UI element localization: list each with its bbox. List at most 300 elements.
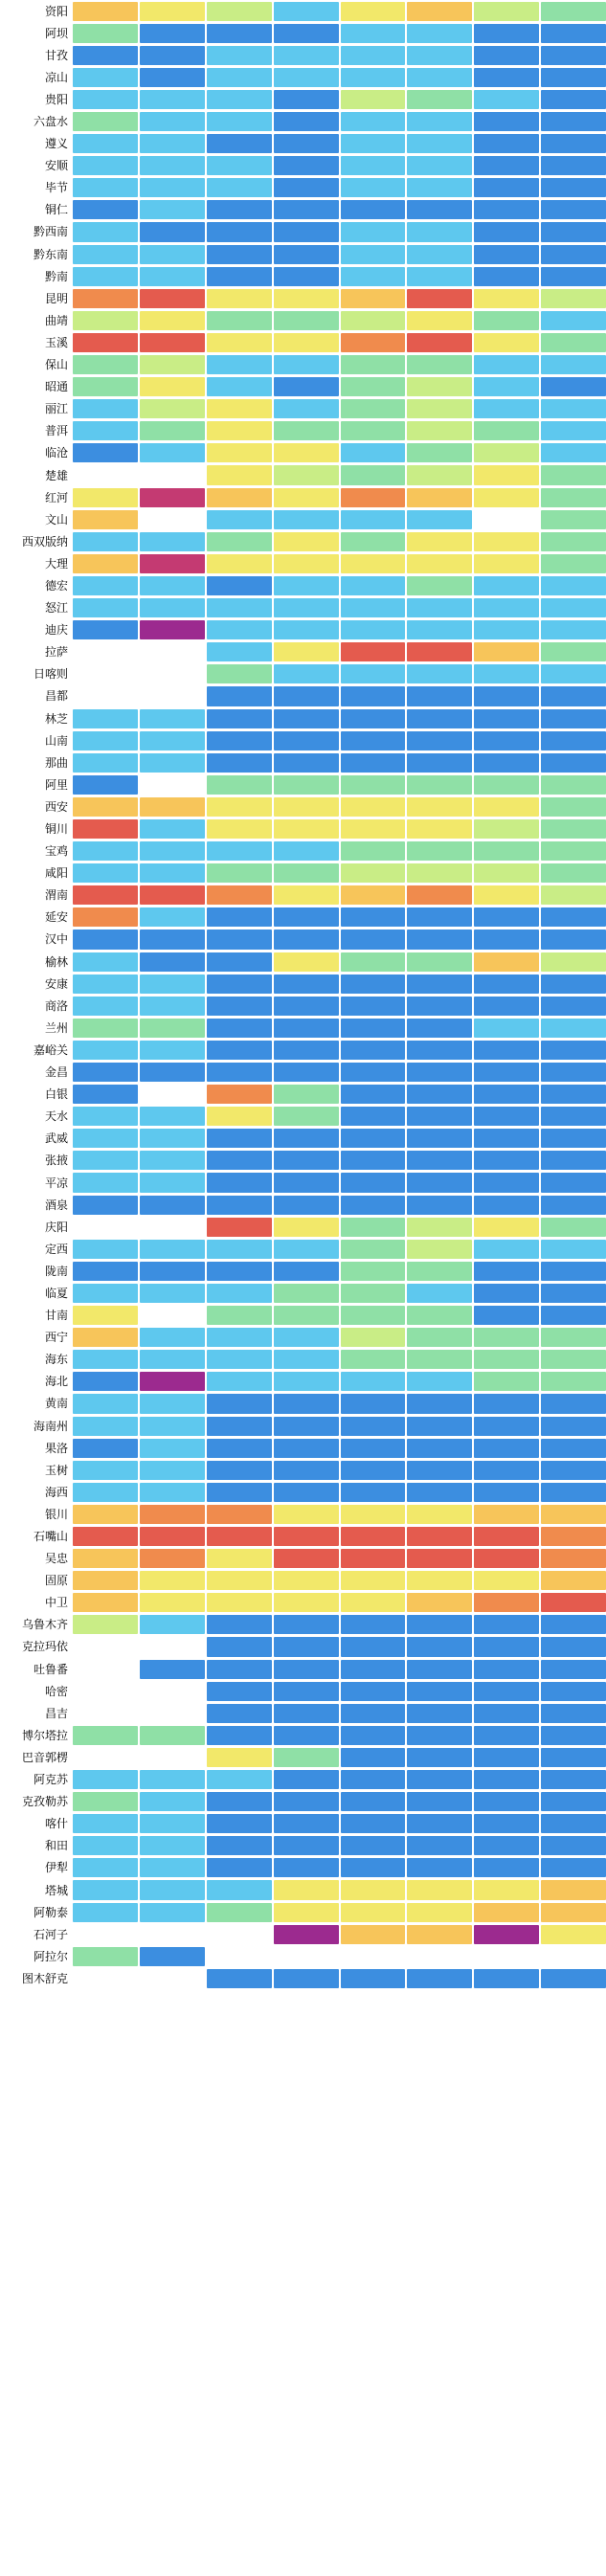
heatmap-row-cells: [73, 1084, 606, 1106]
heatmap-cell: [341, 1129, 406, 1148]
heatmap-cell: [274, 24, 339, 43]
heatmap-cell: [274, 1284, 339, 1303]
heatmap-cell: [341, 1858, 406, 1877]
heatmap-cell: [474, 841, 539, 861]
heatmap-cell: [274, 731, 339, 750]
row-label: 铜川: [0, 818, 73, 840]
heatmap-cell: [274, 775, 339, 795]
heatmap-row: [0, 44, 606, 66]
heatmap-cell: [140, 1792, 205, 1811]
row-label: 临沧: [0, 442, 73, 464]
heatmap-cell: [73, 1969, 138, 1988]
heatmap-cell: [207, 731, 272, 750]
heatmap-cell: [207, 1328, 272, 1347]
row-label: 迪庆: [0, 619, 73, 641]
heatmap-cell: [140, 1085, 205, 1104]
heatmap-row-cells: [73, 1216, 606, 1238]
heatmap-cell: [207, 1836, 272, 1855]
heatmap-row-cells: [73, 1769, 606, 1791]
heatmap-cell: [341, 709, 406, 728]
heatmap-row-cells: [73, 1923, 606, 1945]
heatmap-row-cells: [73, 707, 606, 729]
heatmap-cell: [474, 1814, 539, 1833]
heatmap-cell: [407, 1925, 472, 1944]
heatmap-cell: [541, 1947, 606, 1966]
heatmap-cell: [207, 1461, 272, 1480]
heatmap-cell: [207, 753, 272, 773]
heatmap-cell: [274, 1615, 339, 1634]
heatmap-cell: [140, 134, 205, 153]
heatmap-cell: [541, 222, 606, 241]
heatmap-cell: [541, 974, 606, 994]
heatmap-cell: [207, 1637, 272, 1656]
row-label: 红河: [0, 486, 73, 508]
heatmap-cell: [274, 289, 339, 308]
heatmap-row-cells: [73, 1150, 606, 1172]
heatmap-cell: [407, 554, 472, 573]
heatmap-cell: [341, 1593, 406, 1612]
heatmap-row: [0, 1857, 606, 1879]
row-label: 博尔塔拉: [0, 1724, 73, 1746]
heatmap-cell: [474, 1925, 539, 1944]
heatmap-cell: [541, 1660, 606, 1679]
heatmap-cell: [341, 1218, 406, 1237]
heatmap-cell: [407, 1417, 472, 1436]
heatmap-cell: [207, 399, 272, 418]
row-label: 德宏: [0, 574, 73, 596]
heatmap-row-cells: [73, 1327, 606, 1349]
heatmap-cell: [407, 488, 472, 507]
heatmap-cell: [274, 1925, 339, 1944]
heatmap-cell: [474, 642, 539, 661]
heatmap-cell: [407, 1483, 472, 1502]
heatmap-cell: [541, 289, 606, 308]
heatmap-cell: [341, 2, 406, 21]
heatmap-cell: [341, 598, 406, 617]
heatmap-cell: [73, 156, 138, 175]
row-label: 张掖: [0, 1150, 73, 1172]
heatmap-cell: [73, 1660, 138, 1679]
heatmap-cell: [341, 1947, 406, 1966]
heatmap-cell: [474, 797, 539, 817]
heatmap-cell: [140, 1836, 205, 1855]
heatmap-cell: [274, 1836, 339, 1855]
heatmap-cell: [73, 222, 138, 241]
heatmap-cell: [541, 1417, 606, 1436]
heatmap-cell: [207, 885, 272, 905]
heatmap-cell: [407, 1505, 472, 1524]
heatmap-cell: [207, 1439, 272, 1458]
heatmap-cell: [407, 709, 472, 728]
heatmap-cell: [207, 1151, 272, 1170]
heatmap-cell: [274, 399, 339, 418]
row-label: 武威: [0, 1128, 73, 1150]
heatmap-cell: [541, 797, 606, 817]
heatmap-cell: [274, 1660, 339, 1679]
heatmap-cell: [474, 1019, 539, 1038]
heatmap-cell: [341, 1660, 406, 1679]
heatmap-row-cells: [73, 1813, 606, 1835]
heatmap-cell: [207, 333, 272, 352]
heatmap-cell: [274, 1173, 339, 1192]
heatmap-cell: [73, 1770, 138, 1789]
heatmap-row: [0, 221, 606, 243]
heatmap-row-cells: [73, 552, 606, 574]
heatmap-cell: [73, 1836, 138, 1855]
heatmap-cell: [274, 1151, 339, 1170]
heatmap-cell: [407, 134, 472, 153]
heatmap-cell: [541, 1063, 606, 1082]
heatmap-cell: [140, 90, 205, 109]
heatmap-row: [0, 795, 606, 818]
heatmap-cell: [207, 156, 272, 175]
heatmap-cell: [140, 1593, 205, 1612]
heatmap-cell: [207, 1704, 272, 1723]
heatmap-cell: [407, 863, 472, 883]
heatmap-cell: [274, 532, 339, 551]
heatmap-cell: [341, 156, 406, 175]
heatmap-cell: [541, 1107, 606, 1126]
heatmap-cell: [73, 885, 138, 905]
heatmap-cell: [140, 510, 205, 529]
heatmap-cell: [207, 1903, 272, 1922]
heatmap-cell: [207, 1814, 272, 1833]
heatmap-cell: [140, 488, 205, 507]
heatmap-row-cells: [73, 1106, 606, 1128]
heatmap-cell: [407, 1262, 472, 1281]
heatmap-cell: [474, 1903, 539, 1922]
heatmap-cell: [541, 1151, 606, 1170]
heatmap-row-cells: [73, 685, 606, 707]
heatmap-cell: [73, 1151, 138, 1170]
heatmap-row: [0, 685, 606, 707]
heatmap-cell: [541, 1483, 606, 1502]
heatmap-row: [0, 1238, 606, 1260]
heatmap-row-cells: [73, 1503, 606, 1525]
heatmap-cell: [73, 554, 138, 573]
heatmap-cell: [73, 1637, 138, 1656]
heatmap-row-cells: [73, 1371, 606, 1393]
row-label: 海南州: [0, 1415, 73, 1437]
heatmap-cell: [341, 1151, 406, 1170]
heatmap-cell: [407, 1461, 472, 1480]
heatmap-cell: [207, 1660, 272, 1679]
heatmap-cell: [140, 1682, 205, 1701]
heatmap-cell: [407, 1240, 472, 1259]
heatmap-cell: [73, 333, 138, 352]
heatmap-row-cells: [73, 88, 606, 110]
heatmap-cell: [73, 1792, 138, 1811]
heatmap-row-cells: [73, 331, 606, 353]
heatmap-row: [0, 1327, 606, 1349]
heatmap-cell: [207, 377, 272, 396]
heatmap-row-cells: [73, 951, 606, 973]
heatmap-cell: [407, 1063, 472, 1082]
heatmap-cell: [474, 1704, 539, 1723]
heatmap-cell: [274, 1041, 339, 1060]
row-label: 陇南: [0, 1260, 73, 1282]
heatmap-cell: [541, 863, 606, 883]
heatmap-cell: [407, 267, 472, 286]
heatmap-cell: [407, 1394, 472, 1413]
heatmap-cell: [140, 333, 205, 352]
heatmap-cell: [341, 1682, 406, 1701]
heatmap-cell: [207, 686, 272, 706]
heatmap-cell: [341, 1726, 406, 1745]
heatmap-cell: [140, 311, 205, 330]
heatmap-row-cells: [73, 110, 606, 132]
heatmap-row: [0, 773, 606, 795]
heatmap-cell: [73, 1372, 138, 1391]
heatmap-row: [0, 862, 606, 885]
heatmap-cell: [541, 1571, 606, 1590]
heatmap-row: [0, 1769, 606, 1791]
heatmap-cell: [407, 222, 472, 241]
heatmap-cell: [73, 24, 138, 43]
heatmap-cell: [341, 554, 406, 573]
heatmap-cell: [407, 907, 472, 927]
row-label: 咸阳: [0, 862, 73, 885]
heatmap-cell: [474, 178, 539, 197]
row-label: 昆明: [0, 287, 73, 309]
heatmap-row-cells: [73, 1349, 606, 1371]
heatmap-cell: [140, 399, 205, 418]
row-label: 玉树: [0, 1459, 73, 1481]
heatmap-row: [0, 1636, 606, 1658]
heatmap-cell: [474, 443, 539, 462]
heatmap-cell: [341, 1527, 406, 1546]
heatmap-cell: [407, 775, 472, 795]
row-label: 榆林: [0, 951, 73, 973]
heatmap-row: [0, 1349, 606, 1371]
row-label: 怒江: [0, 597, 73, 619]
heatmap-cell: [140, 885, 205, 905]
heatmap-cell: [207, 1726, 272, 1745]
heatmap-cell: [541, 1770, 606, 1789]
heatmap-row: [0, 133, 606, 155]
heatmap-cell: [140, 819, 205, 839]
heatmap-cell: [140, 465, 205, 484]
heatmap-cell: [541, 1372, 606, 1391]
heatmap-row: [0, 309, 606, 331]
heatmap-row-cells: [73, 1592, 606, 1614]
row-label: 喀什: [0, 1813, 73, 1835]
heatmap-row: [0, 973, 606, 995]
heatmap-cell: [341, 664, 406, 683]
heatmap-row-cells: [73, 1614, 606, 1636]
heatmap-cell: [140, 68, 205, 87]
heatmap-cell: [541, 1858, 606, 1877]
heatmap-cell: [541, 1792, 606, 1811]
heatmap-row: [0, 1680, 606, 1702]
heatmap-cell: [341, 443, 406, 462]
row-label: 宝鸡: [0, 840, 73, 862]
heatmap-cell: [474, 421, 539, 440]
heatmap-cell: [341, 841, 406, 861]
heatmap-cell: [541, 753, 606, 773]
heatmap-row-cells: [73, 1481, 606, 1503]
heatmap-cell: [407, 1328, 472, 1347]
heatmap-cell: [474, 664, 539, 683]
heatmap-cell: [541, 1041, 606, 1060]
heatmap-cell: [274, 686, 339, 706]
row-label: 兰州: [0, 1017, 73, 1039]
heatmap-cell: [274, 1394, 339, 1413]
heatmap-cell: [73, 974, 138, 994]
heatmap-cell: [73, 797, 138, 817]
heatmap-row-cells: [73, 929, 606, 951]
heatmap-cell: [474, 289, 539, 308]
heatmap-cell: [73, 1041, 138, 1060]
heatmap-cell: [407, 2, 472, 21]
heatmap-cell: [274, 1019, 339, 1038]
heatmap-cell: [207, 1063, 272, 1082]
heatmap-cell: [207, 997, 272, 1016]
heatmap-cell: [541, 664, 606, 683]
heatmap-cell: [274, 620, 339, 639]
heatmap-cell: [541, 1173, 606, 1192]
row-label: 普洱: [0, 420, 73, 442]
heatmap-cell: [207, 1041, 272, 1060]
heatmap-row: [0, 1039, 606, 1061]
heatmap-cell: [274, 90, 339, 109]
heatmap-cell: [341, 222, 406, 241]
heatmap-cell: [73, 863, 138, 883]
heatmap-cell: [140, 775, 205, 795]
heatmap-cell: [207, 1196, 272, 1215]
heatmap-cell: [140, 112, 205, 131]
row-label: 山南: [0, 729, 73, 751]
heatmap-cell: [274, 1328, 339, 1347]
heatmap-cell: [207, 1306, 272, 1325]
heatmap-cell: [407, 421, 472, 440]
heatmap-cell: [207, 709, 272, 728]
heatmap-row-cells: [73, 1570, 606, 1592]
row-label: 楚雄: [0, 464, 73, 486]
heatmap-cell: [541, 554, 606, 573]
row-label: 安顺: [0, 155, 73, 177]
heatmap-row: [0, 265, 606, 287]
heatmap-cell: [274, 1903, 339, 1922]
heatmap-cell: [341, 200, 406, 219]
row-label: 玉溪: [0, 331, 73, 353]
row-label: 克拉玛依: [0, 1636, 73, 1658]
heatmap-cell: [207, 178, 272, 197]
heatmap-cell: [274, 1858, 339, 1877]
heatmap-row-cells: [73, 795, 606, 818]
heatmap-cell: [207, 488, 272, 507]
heatmap-cell: [140, 907, 205, 927]
heatmap-cell: [341, 1483, 406, 1502]
heatmap-cell: [541, 1218, 606, 1237]
heatmap-cell: [207, 112, 272, 131]
row-label: 汉中: [0, 929, 73, 951]
heatmap-cell: [341, 355, 406, 374]
heatmap-cell: [73, 1726, 138, 1745]
heatmap-cell: [207, 2, 272, 21]
heatmap-cell: [341, 488, 406, 507]
heatmap-cell: [73, 68, 138, 87]
heatmap-cell: [274, 1571, 339, 1590]
heatmap-cell: [474, 997, 539, 1016]
heatmap-row-cells: [73, 729, 606, 751]
heatmap-row: [0, 907, 606, 929]
heatmap-cell: [274, 930, 339, 949]
heatmap-cell: [140, 1726, 205, 1745]
heatmap-cell: [341, 1814, 406, 1833]
heatmap-row: [0, 1371, 606, 1393]
heatmap-cell: [73, 355, 138, 374]
heatmap-row: [0, 885, 606, 907]
heatmap-cell: [73, 620, 138, 639]
row-label: 临夏: [0, 1282, 73, 1304]
heatmap-cell: [140, 1704, 205, 1723]
heatmap-cell: [73, 1947, 138, 1966]
heatmap-cell: [474, 709, 539, 728]
heatmap-row: [0, 1084, 606, 1106]
heatmap-cell: [474, 1770, 539, 1789]
heatmap-row-cells: [73, 354, 606, 376]
heatmap-cell: [73, 1350, 138, 1369]
heatmap-cell: [274, 465, 339, 484]
heatmap-cell: [207, 952, 272, 972]
heatmap-cell: [274, 156, 339, 175]
row-label: 凉山: [0, 66, 73, 88]
heatmap-row-cells: [73, 1282, 606, 1304]
heatmap-cell: [541, 1814, 606, 1833]
row-label: 庆阳: [0, 1216, 73, 1238]
heatmap-cell: [207, 510, 272, 529]
heatmap-cell: [207, 1262, 272, 1281]
heatmap-cell: [474, 222, 539, 241]
heatmap-cell: [207, 1218, 272, 1237]
heatmap-cell: [541, 421, 606, 440]
heatmap-cell: [73, 399, 138, 418]
heatmap-cell: [474, 1858, 539, 1877]
heatmap-cell: [474, 311, 539, 330]
heatmap-cell: [474, 355, 539, 374]
heatmap-cell: [274, 222, 339, 241]
heatmap-cell: [341, 1439, 406, 1458]
heatmap-cell: [207, 1947, 272, 1966]
heatmap-row: [0, 1393, 606, 1415]
heatmap-cell: [341, 1903, 406, 1922]
heatmap-row: [0, 376, 606, 398]
heatmap-cell: [341, 1173, 406, 1192]
heatmap-cell: [341, 775, 406, 795]
heatmap-cell: [140, 731, 205, 750]
heatmap-row-cells: [73, 907, 606, 929]
heatmap-cell: [73, 819, 138, 839]
heatmap-cell: [474, 68, 539, 87]
heatmap-cell: [140, 709, 205, 728]
heatmap-row: [0, 1592, 606, 1614]
heatmap-cell: [407, 510, 472, 529]
heatmap-cell: [140, 1417, 205, 1436]
heatmap-row: [0, 552, 606, 574]
heatmap-cell: [207, 1284, 272, 1303]
heatmap-cell: [541, 819, 606, 839]
heatmap-cell: [341, 532, 406, 551]
heatmap-cell: [474, 1726, 539, 1745]
heatmap-row-cells: [73, 1172, 606, 1194]
heatmap-row-cells: [73, 1879, 606, 1901]
heatmap-cell: [274, 421, 339, 440]
heatmap-row: [0, 442, 606, 464]
heatmap-cell: [140, 1858, 205, 1877]
heatmap-cell: [274, 642, 339, 661]
heatmap-cell: [474, 1107, 539, 1126]
